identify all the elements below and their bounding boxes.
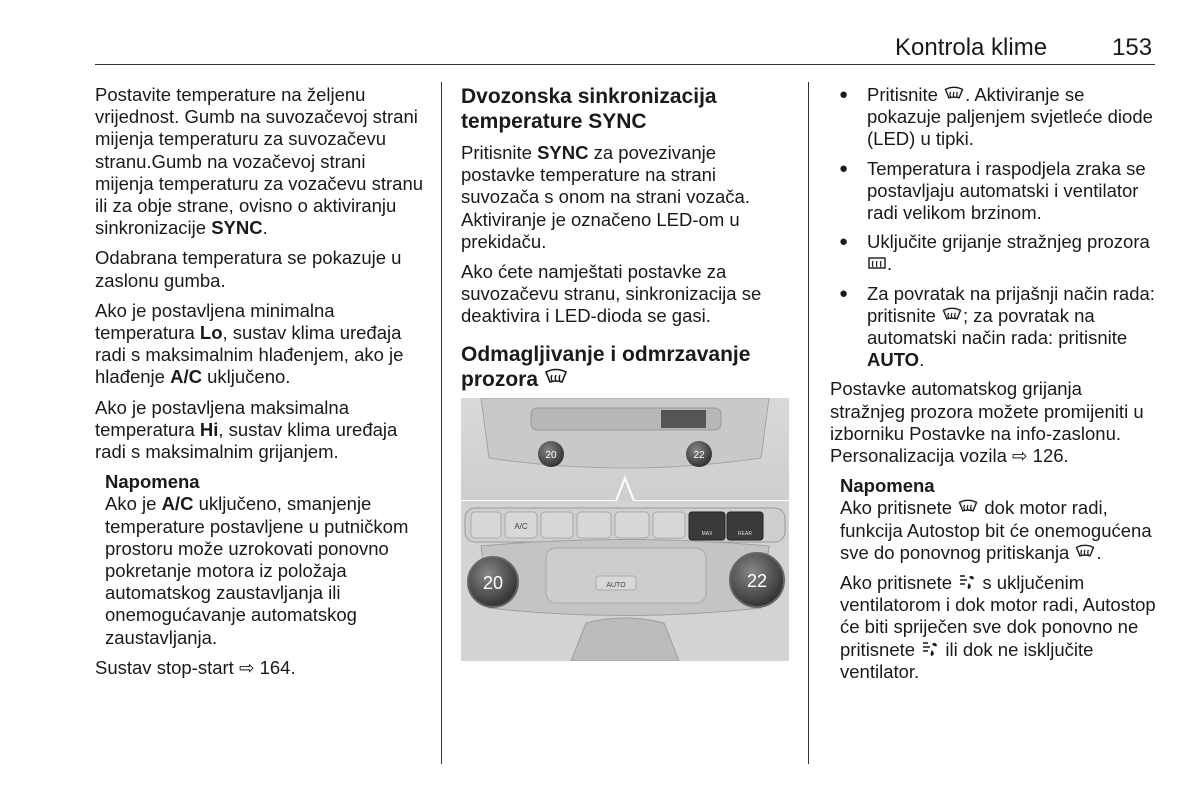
list-item: ● Pritisnite . Aktiviranje se pokazuje paljenjem svjetleće diode (LED) u tipki. xyxy=(830,84,1160,151)
upper-left-temp: 20 xyxy=(545,449,557,461)
panel-button xyxy=(653,512,685,538)
paragraph-temperature-display: Odabrana temperatura se pokazuje u zaslonu gumba. xyxy=(95,247,402,291)
column-divider-right xyxy=(808,82,809,764)
column-divider-left xyxy=(441,82,442,764)
column-1 xyxy=(95,84,427,687)
panel-button xyxy=(541,512,573,538)
left-temp-display: 20 xyxy=(482,572,504,593)
heading-sync: Dvozonska sinkronizacija temperature SYNC xyxy=(461,85,717,133)
svg-text:REAR: REAR xyxy=(738,530,752,537)
climate-control-panel-photo xyxy=(461,398,789,661)
stop-start-reference: Sustav stop-start ⇨ 164. xyxy=(95,656,296,678)
paragraph-rear-window-settings: Postavke automatskog grijanja stražnjeg prozora možete promijeniti u izborniku Postavke na info-zaslonu. Personalizacija vozila ⇨ 126. xyxy=(830,378,1144,467)
paragraph-minimum-temperature: Ako je postavljena minimalna temperatura Lo, sustav klima uređaja radi s maksimalnim hlađenjem, ako je hlađenje A/C uključeno. xyxy=(95,299,404,388)
page-reference-arrow-icon: ⇨ xyxy=(238,656,255,678)
note-box xyxy=(95,471,427,649)
panel-button xyxy=(615,512,649,538)
heading-defrost: Odmagljivanje i odmrzavanje prozora xyxy=(461,342,751,391)
upper-right-temp: 22 xyxy=(693,449,705,461)
note-box xyxy=(830,475,1160,683)
gear-shifter xyxy=(571,618,679,661)
right-temp-display: 22 xyxy=(746,570,768,591)
upper-defrost-buttons xyxy=(661,410,706,428)
note-text-fan: Ako pritisnete s uključenim ventilatorom i dok motor radi, Autostop će biti spriječen sve dok ponovno ne pritisnete ili dok ne isključite ventilator. xyxy=(840,572,1156,682)
column-3 xyxy=(830,84,1160,691)
note-title: Napomena xyxy=(840,475,935,497)
fan-icon xyxy=(957,573,977,591)
note-text: Ako je A/C uključeno, smanjenje temperature postavljene u putničkom prostoru može uzrokovati ponovno pokretanje motora iz položaja automatskog zaustavljanja ili onemogućavanje automatskog zaustavljanja. xyxy=(105,493,409,648)
windscreen-defrost-icon xyxy=(943,86,965,103)
note-text: Ako pritisnete dok motor radi, funkcija Autostop bit će onemogućena sve do ponovnog pritiskanja . xyxy=(840,497,1152,563)
list-item: ● Uključite grijanje stražnjeg prozora . xyxy=(830,231,1160,275)
page-number: 153 xyxy=(1112,34,1153,61)
note-title: Napomena xyxy=(105,471,200,493)
paragraph-sync-deactivate: Ako ćete namještati postavke za suvozačevu stranu, sinkronizacija se deaktivira i LED-dioda se gasi. xyxy=(461,261,762,327)
windscreen-defrost-icon xyxy=(941,307,963,324)
windscreen-defrost-icon xyxy=(957,499,979,516)
svg-text:MAX: MAX xyxy=(701,530,713,537)
svg-text:AUTO: AUTO xyxy=(606,581,626,589)
defrost-steps-list xyxy=(830,84,1160,371)
windscreen-defrost-icon xyxy=(544,368,568,388)
svg-text:A/C: A/C xyxy=(514,521,528,531)
fan-icon xyxy=(920,640,940,658)
list-item: ● Za povratak na prijašnji način rada: pritisnite ; za povratak na automatski način rada: pritisnite AUTO. xyxy=(830,283,1160,372)
paragraph-maximum-temperature: Ako je postavljena maksimalna temperatura Hi, sustav klima uređaja radi s maksimalnim grijanjem. xyxy=(95,396,398,463)
panel-button xyxy=(577,512,611,538)
page-reference-arrow-icon: ⇨ xyxy=(1012,445,1028,467)
paragraph-temperature-setting: Postavite temperature na željenu vrijednost. Gumb na suvozačevoj strani mijenja temperaturu za suvozačevu stranu.Gumb na vozačevoj strani mijenja temperaturu za vozačevu stranu ili za obje strane, ovisno o aktiviranju sinkronizacije SYNC. xyxy=(95,84,424,239)
sync-label: SYNC xyxy=(211,217,263,239)
windscreen-defrost-icon xyxy=(1074,544,1096,561)
paragraph-sync: Pritisnite SYNC za povezivanje postavke temperature na strani suvozača s onom na strani vozača. Aktiviranje je označeno LED-om u prekidaču. xyxy=(461,142,750,252)
page-section-title: Kontrola klime xyxy=(895,34,1048,61)
list-item: ● Temperatura i raspodjela zraka se postavljaju automatski i ventilator radi velikom brzinom. xyxy=(830,158,1160,225)
column-2 xyxy=(461,84,791,661)
panel-button xyxy=(471,512,501,538)
rear-window-heat-icon xyxy=(867,256,887,272)
header-rule xyxy=(95,64,1155,65)
